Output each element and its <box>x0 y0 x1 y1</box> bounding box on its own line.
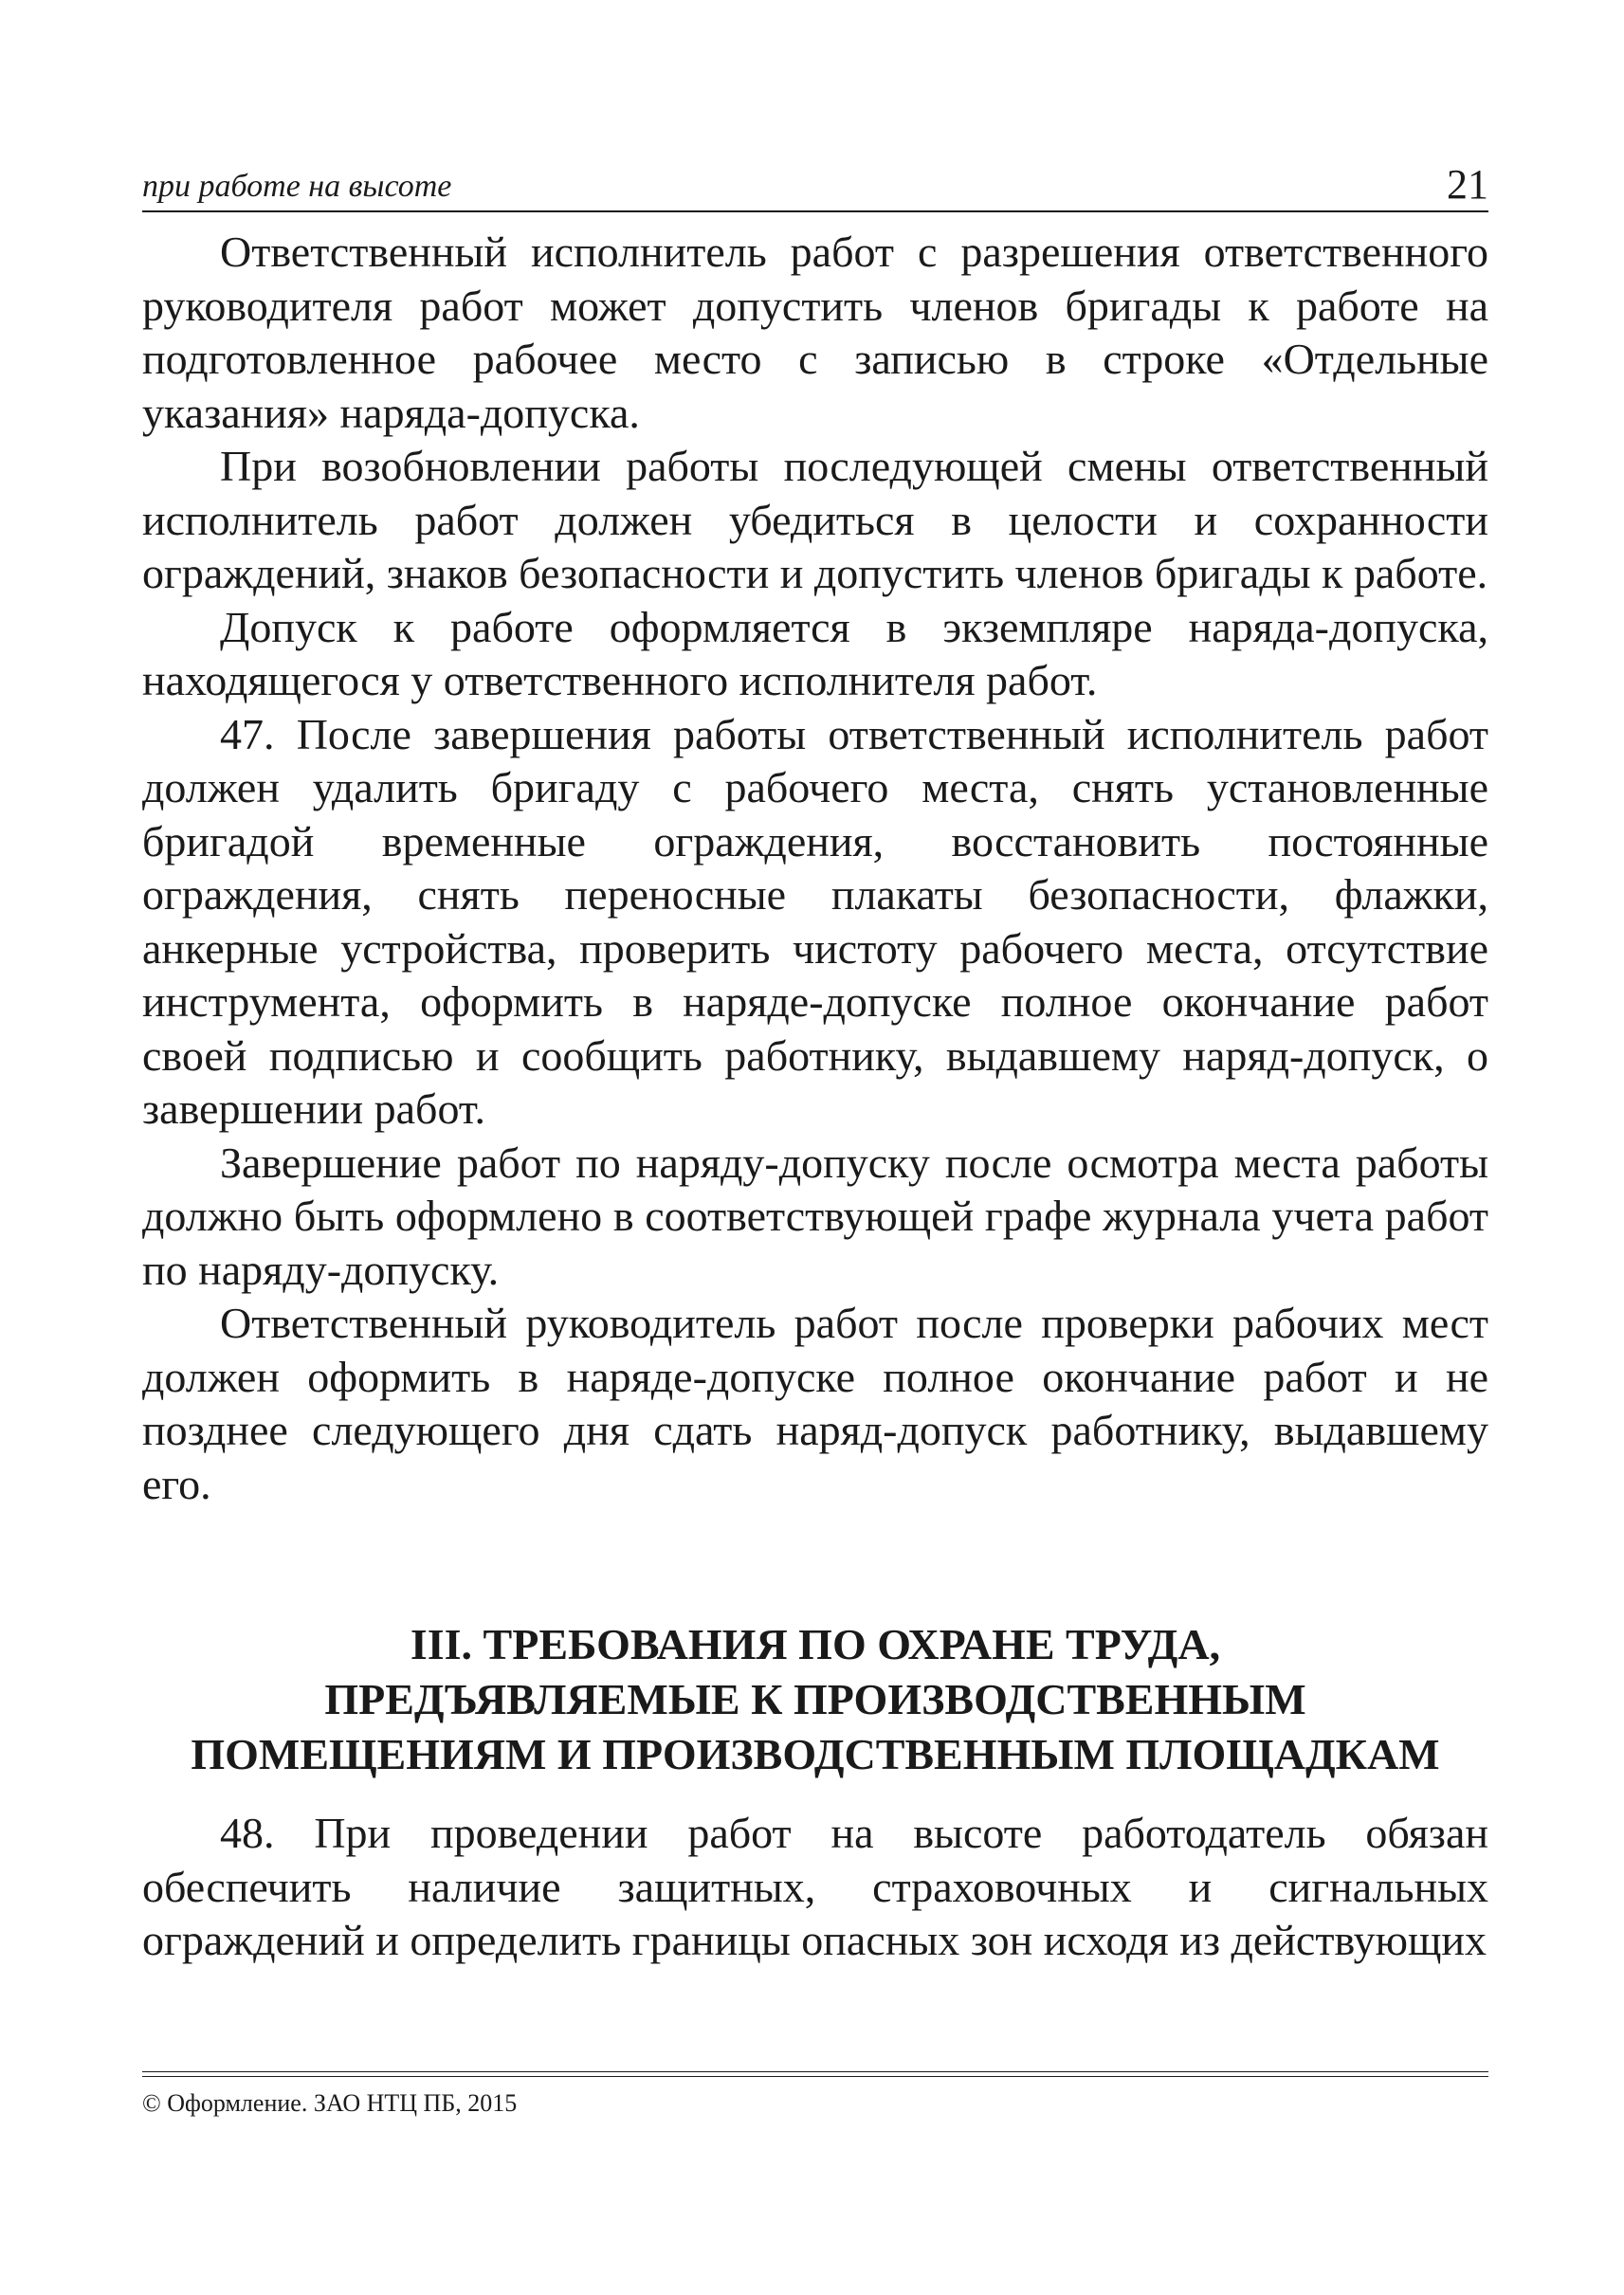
paragraph: Допуск к работе оформляется в экземпляре наряда-допуска, находящегося у ответственного исполнителя работ. <box>142 602 1488 704</box>
paragraph: Ответственный исполнитель работ с разрешения ответственного руководителя работ может допустить членов бригады к работе на подготовленное рабочее место с записью в строке «Отдельные указания» наряда-допуска. <box>142 228 1488 437</box>
footer-copyright: © Оформление. ЗАО НТЦ ПБ, 2015 <box>142 2089 518 2117</box>
section-heading-line: III. ТРЕБОВАНИЯ ПО ОХРАНЕ ТРУДА, <box>410 1620 1221 1668</box>
section-heading <box>142 1617 1488 1782</box>
running-header <box>142 161 1488 212</box>
book-page <box>142 161 1488 2209</box>
footer-rule <box>142 2076 1488 2077</box>
section-heading-line: ПРЕДЪЯВЛЯЕМЫЕ К ПРОИЗВОДСТВЕННЫМ <box>324 1675 1306 1723</box>
running-title: при работе на высоте <box>142 169 452 204</box>
paragraph: Завершение работ по наряду-допуску после осмотра места работы должно быть оформлено в соответствующей графе журнала учета работ по наряду-допуску. <box>142 1138 1488 1294</box>
body-text <box>142 226 1488 1968</box>
footer-rule <box>142 2071 1488 2072</box>
paragraph-item-48: 48. При проведении работ на высоте работодатель обязан обеспечить наличие защитных, страховочных и сигнальных ограждений и определить границы опасных зон исходя из действующих <box>142 1809 1488 1964</box>
paragraph-item-47: 47. После завершения работы ответственный исполнитель работ должен удалить бригаду с рабочего места, снять установленные бригадой временные ограждения, восстановить постоянные ограждения, снять переносные плакаты безопасности, флажки, анкерные устройства, проверить чистоту рабочего места, отсутствие инструмента, оформить в наряде-допуске полное окончание работ своей подписью и сообщить работнику, выдавшему наряд-допуск, о завершении работ. <box>142 709 1488 1133</box>
page-number: 21 <box>1447 161 1488 208</box>
paragraph: При возобновлении работы последующей смены ответственный исполнитель работ должен убедиться в целости и сохранности ограждений, знаков безопасности и допустить членов бригады к работе. <box>142 442 1488 597</box>
paragraph: Ответственный руководитель работ после проверки рабочих мест должен оформить в наряде-допуске полное окончание работ и не позднее следующего дня сдать наряд-допуск работнику, выдавшему его. <box>142 1299 1488 1508</box>
section-heading-line: ПОМЕЩЕНИЯМ И ПРОИЗВОДСТВЕННЫМ ПЛОЩАДКАМ <box>191 1730 1440 1778</box>
